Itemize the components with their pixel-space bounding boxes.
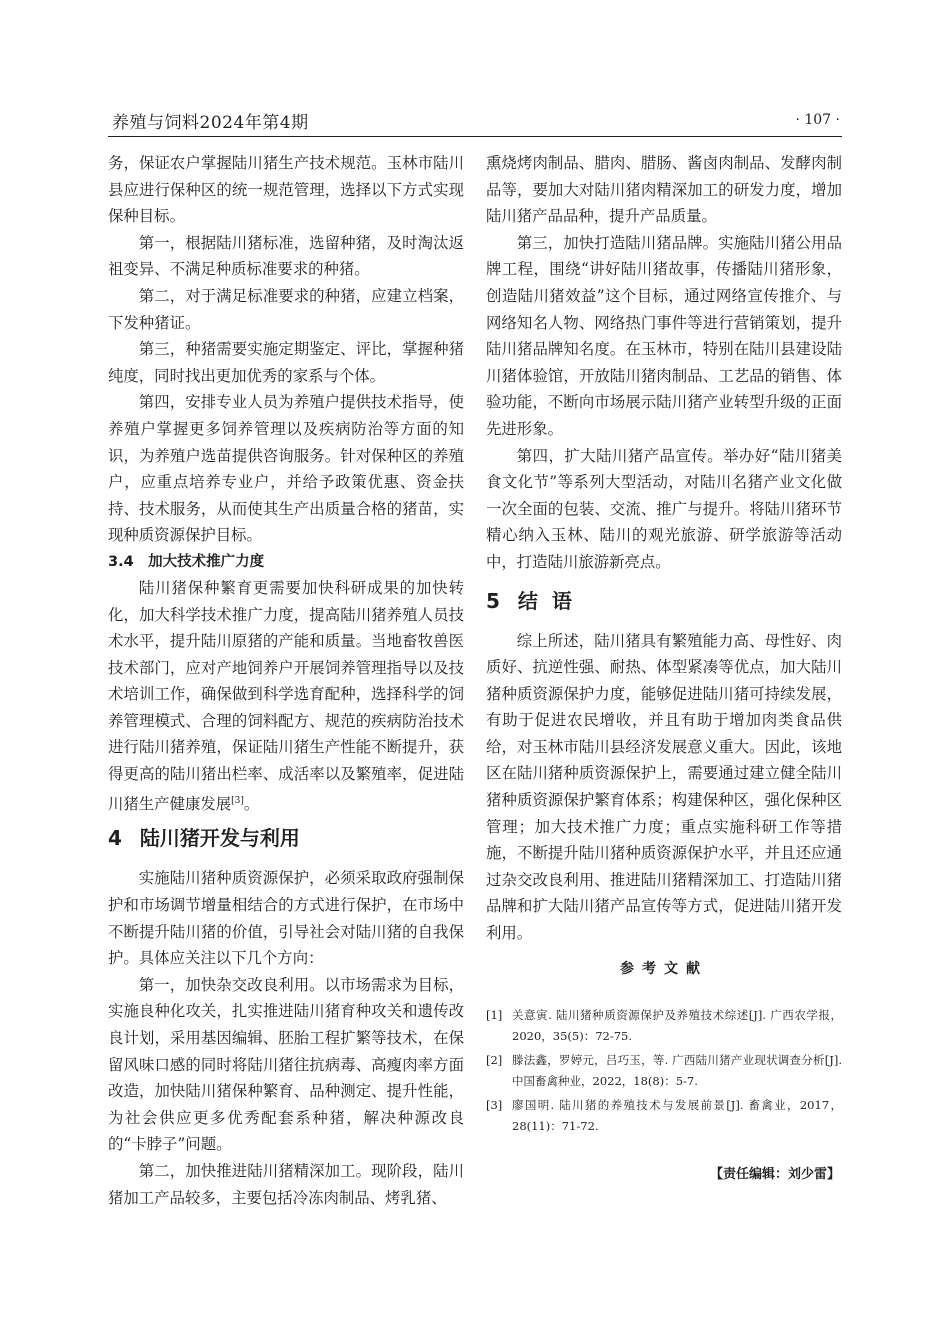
paragraph: 熏烧烤肉制品、腊肉、腊肠、酱卤肉制品、发酵肉制品等，要加大对陆川猪肉精深加工的研发力度，增加陆川猪产品品种，提升产品质量。 [486, 154, 842, 226]
reference-item [486, 1050, 842, 1091]
section-title: 陆川猪开发与利用 [139, 826, 300, 851]
paragraph: 综上所述，陆川猪具有繁殖能力高、母性好、肉质好、抗逆性强、耐热、体型紧凑等优点，加大陆川猪种质资源保护力度，能够促进陆川猪可持续发展，有助于促进农民增收，并且有助于增加肉类食品供给，对玉林市陆川县经济发展意义重大。因此，该地区在陆川猪种质资源保护上，需要通过建立健全陆川猪种质资源保护繁育体系；构建保种区，强化保种区管理；加大技术推广力度；重点实施科研工作等措施，不断提升陆川猪种质资源保护水平，并且还应通过杂交改良利用、推进陆川猪精深加工、打造陆川猪品牌和扩大陆川猪产品宣传等方式，促进陆川猪开发利用。 [486, 631, 842, 943]
paragraph: 第二，加快推进陆川猪精深加工。现阶段，陆川猪加工产品较多，主要包括冷冻肉制品、烤乳猪、 [108, 1161, 464, 1207]
paragraph: 第三，种猪需要实施定期鉴定、评比，掌握种猪纯度，同时找出更加优秀的家系与个体。 [108, 340, 464, 385]
reference-item [486, 1005, 842, 1046]
paragraph: 第四，安排专业人员为养殖户提供技术指导，使养殖户掌握更多饲养管理以及疾病防治等方面的知识，为养殖户选苗提供咨询服务。针对保种区的养殖户，应重点培养专业户，并给予政策优惠、资金扶持、技术服务，从而使其生产出质量合格的猪苗，实现种质资源保护目标。 [108, 393, 464, 545]
reference-number: [2] [486, 1053, 503, 1067]
paragraph: 第四，扩大陆川猪产品宣传。举办好“陆川猪美食文化节”等系列大型活动，对陆川名猪产业文化做一次全面的包装、交流、推广与提升。将陆川猪环节精心纳入玉林、陆川的观光旅游、研学旅游等活动中，打造陆川旅游新亮点。 [486, 446, 842, 571]
reference-number: [3] [486, 1098, 503, 1112]
page-number: · 107 · [795, 112, 840, 128]
section-heading-4 [108, 823, 464, 853]
paragraph-end: 。 [243, 794, 260, 813]
responsible-editor: 【责任编辑：刘少雷】 [709, 1167, 840, 1182]
subsection-heading-3-4: 3.4 加大技术推广力度 [108, 553, 265, 570]
citation-link[interactable]: [3] [231, 795, 244, 806]
reference-text: 廖国明. 陆川猪的养殖技术与发展前景[J]. 畜禽业，2017，28(11)：71-72. [512, 1098, 842, 1133]
paragraph: 务，保证农户掌握陆川猪生产技术规范。玉林市陆川县应进行保种区的统一规范管理，选择以下方式实现保种目标。 [108, 154, 464, 226]
reference-item [486, 1095, 842, 1136]
section-number: 5 [486, 588, 500, 613]
reference-text: 滕法鑫，罗婷元，吕巧玉，等. 广西陆川猪产业现状调查分析[J]. 中国畜禽种业，2022，18(8)：5-7. [512, 1053, 842, 1088]
journal-header: 养殖与饲料2024年第4期 [112, 113, 309, 133]
reference-text: 关意寅. 陆川猪种质资源保护及养殖技术综述[J]. 广西农学报，2020，35(5)：72-75. [512, 1008, 842, 1043]
paragraph: 第一，根据陆川猪标准，选留种猪，及时淘汰返祖变异、不满足种质标准要求的种猪。 [108, 233, 464, 279]
section-title: 结语 [517, 588, 586, 613]
left-column [108, 150, 464, 1211]
paragraph: 第二，对于满足标准要求的种猪，应建立档案，下发种猪证。 [108, 286, 464, 332]
section-number: 4 [108, 826, 122, 851]
paragraph: 第三，加快打造陆川猪品牌。实施陆川猪公用品牌工程，围绕“讲好陆川猪故事，传播陆川猪形象，创造陆川猪效益”这个目标，通过网络宣传推介、与网络知名人物、网络热门事件等进行营销策划，提升陆川猪品牌知名度。在玉林市，特别在陆川县建设陆川猪体验馆，开放陆川猪肉制品、工艺品的销售、体验功能，不断向市场展示陆川猪产业转型升级的正面先进形象。 [486, 233, 842, 438]
header-divider [108, 136, 842, 137]
paragraph-text: 陆川猪保种繁育更需要加快科研成果的加快转化，加大科学技术推广力度，提高陆川猪养殖人员技术水平，提升陆川原猪的产能和质量。当地畜牧兽医技术部门，应对产地饲养户开展饲养管理指导以及技术培训工作，确保做到科学选育配种，选择科学的饲养管理模式、合理的饲料配方、规范的疾病防治技术进行陆川猪养殖，保证陆川猪生产性能不断提升，获得更高的陆川猪出栏率、成活率以及繁殖率，促进陆川猪生产健康发展 [108, 578, 464, 813]
right-column [486, 150, 842, 947]
paragraph [108, 575, 464, 817]
paragraph: 实施陆川猪种质资源保护，必须采取政府强制保护和市场调节增量相结合的方式进行保护，在市场中不断提升陆川猪的价值，引导社会对陆川猪的自我保护。具体应关注以下几个方向： [108, 869, 464, 968]
paragraph: 第一，加快杂交改良利用。以市场需求为目标，实施良种化攻关，扎实推进陆川猪育种攻关和遗传改良计划，采用基因编辑、胚胎工程扩繁等技术，在保留风味口感的同时将陆川猪往抗病毒、高瘦肉率方面改造，加快陆川猪保种繁育、品种测定、提升性能，为社会供应更多优秀配套系种猪，解决种源改良的“卡脖子”问题。 [108, 975, 464, 1154]
references-list [486, 1005, 842, 1140]
reference-number: [1] [486, 1008, 503, 1022]
section-heading-5 [486, 586, 842, 616]
references-title: 参考文献 [620, 961, 708, 977]
